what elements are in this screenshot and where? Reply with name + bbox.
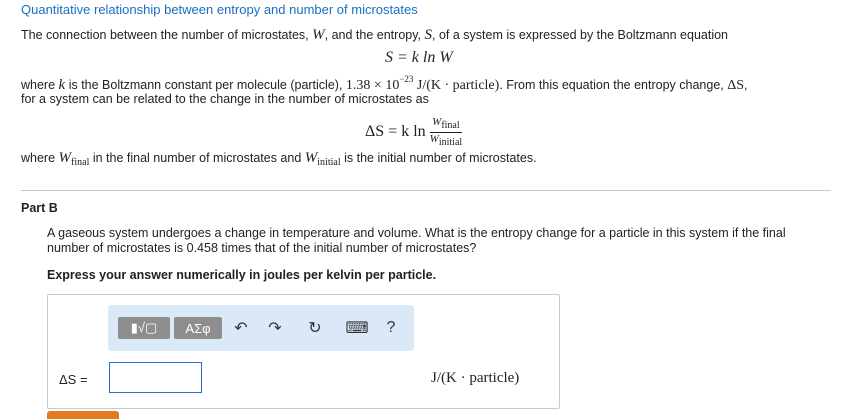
- reset-button[interactable]: [304, 316, 326, 340]
- keyboard-button[interactable]: [344, 316, 370, 340]
- math-toolbar: [108, 305, 414, 351]
- keyboard-icon: ⌨: [345, 320, 369, 337]
- ratio-numerator: [430, 116, 463, 133]
- boltzmann-equation: [385, 49, 453, 67]
- intro-line-4: [21, 150, 537, 168]
- constant-unit: J/(K · particle): [416, 78, 500, 93]
- var-w: W: [429, 133, 439, 145]
- help-button[interactable]: [380, 316, 402, 340]
- intro-text: in the final number of microstates and: [92, 151, 302, 165]
- subscript: initial: [317, 157, 341, 168]
- subscript: final: [71, 157, 90, 168]
- undo-button[interactable]: [230, 316, 252, 340]
- constant-exponent: −23: [399, 74, 414, 84]
- var-w: W: [304, 150, 318, 166]
- section-divider: [21, 190, 831, 191]
- help-icon: ?: [386, 319, 396, 336]
- ratio-denominator: [430, 133, 463, 149]
- var-k: k: [58, 77, 66, 93]
- question-text: A gaseous system undergoes a change in temperature and volume. What is the entropy change for a particle in this system if the final number of microstates is 0.458 times that of the initial number of microstates?: [47, 226, 786, 255]
- redo-icon: ↷: [268, 320, 282, 337]
- page-title: Quantitative relationship between entropy and number of microstates: [21, 2, 418, 17]
- var-s: S: [424, 27, 433, 43]
- template-button[interactable]: [118, 317, 170, 339]
- equation-text: S = k ln W: [385, 49, 453, 66]
- entropy-change-equation: [365, 116, 462, 149]
- submit-button[interactable]: [47, 411, 119, 419]
- intro-line-2: [21, 74, 748, 94]
- intro-text: is the initial number of microstates.: [344, 151, 537, 165]
- reset-icon: ↻: [308, 320, 322, 337]
- intro-text: where: [21, 78, 56, 92]
- intro-text: where: [21, 151, 56, 165]
- intro-text: . From this equation the entropy change,: [499, 78, 724, 92]
- part-label: Part B: [21, 201, 58, 215]
- intro-text: is the Boltzmann constant per molecule (particle),: [68, 78, 343, 92]
- constant-value: 1.38 × 10: [345, 78, 400, 93]
- subscript: final: [441, 120, 460, 131]
- intro-line-1: [21, 27, 728, 44]
- greek-symbols-button[interactable]: [174, 317, 222, 339]
- answer-instruction: Express your answer numerically in joules per kelvin per particle.: [47, 268, 437, 282]
- answer-units: J/(K · particle): [431, 370, 520, 386]
- var-w: W: [432, 116, 442, 128]
- var-delta-s: ΔS: [727, 78, 745, 93]
- intro-text: ,: [744, 78, 748, 92]
- var-w: W: [58, 150, 72, 166]
- redo-button[interactable]: [264, 316, 286, 340]
- intro-text: , of a system is expressed by the Boltzmann equation: [432, 28, 729, 42]
- answer-input[interactable]: [109, 362, 202, 393]
- templates-icon: ▮√▢: [130, 320, 158, 335]
- intro-line-3: for a system can be related to the change in the number of microstates as: [21, 92, 429, 106]
- intro-text: The connection between the number of microstates,: [21, 28, 309, 42]
- answer-panel: [47, 294, 560, 409]
- subscript: initial: [438, 137, 463, 148]
- intro-text: , and the entropy,: [324, 28, 422, 42]
- greek-letters-icon: ΑΣφ: [185, 320, 211, 336]
- var-w: W: [312, 27, 325, 43]
- answer-label: ΔS =: [59, 372, 88, 387]
- undo-icon: ↶: [234, 320, 248, 337]
- equation-lhs: ΔS = k ln: [365, 123, 426, 141]
- microstate-ratio: [430, 116, 463, 149]
